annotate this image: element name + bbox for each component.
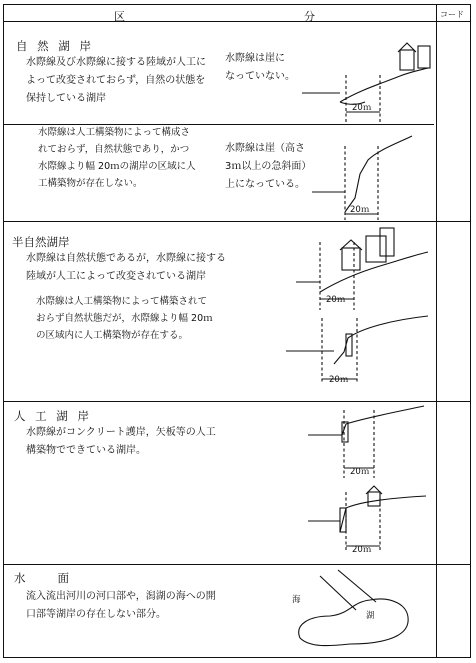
seminatural-fig2-dim: 20ｍ (329, 375, 349, 385)
natural-fig1-dim: 20ｍ (352, 103, 372, 113)
water-title: 水 面 (14, 571, 72, 585)
natural-title: 自 然 湖 岸 (16, 39, 94, 53)
natural-fig1-label: 水際線は崖に なっていない。 (225, 53, 295, 82)
header-division: 分 (304, 10, 316, 23)
water-lake-label: 湖 (366, 611, 375, 621)
natural-note: 水際線は人工構築物によって構成さ れておらず，自然状態であり，かつ 水際線より幅 20ｍの湖岸の区域に人 工構築物が存在しない。 (38, 127, 196, 189)
natural-fig2-diagram (300, 128, 430, 223)
header-divider (4, 21, 470, 22)
seminatural-note: 水際線は人工構築物によって構築されて おらず自然状態だが，水際線より幅 20ｍ の区域内に人工構築物が存在する。 (36, 296, 213, 341)
natural-fig2-label: 水際線は崖（高さ 3ｍ以上の急斜面） 上になっている。 (225, 143, 312, 190)
natural-fig2-dim: 20ｍ (350, 205, 370, 215)
water-desc: 流入流出河川の河口部や，潟湖の海への開 口部等湖岸の存在しない部分。 (26, 591, 216, 620)
water-diagram (280, 566, 430, 652)
artificial-fig2-diagram (300, 482, 430, 558)
seminatural-fig1-diagram (290, 222, 430, 312)
artificial-fig1-diagram (296, 398, 430, 480)
artificial-fig1-dim: 20ｍ (350, 467, 370, 477)
natural-fig1-diagram (300, 40, 430, 130)
seminatural-fig2-diagram (282, 312, 430, 392)
seminatural-fig1-dim: 20ｍ (326, 295, 346, 305)
artificial-title: 人 工 湖 岸 (14, 409, 92, 423)
row-divider-3 (4, 564, 470, 565)
seminatural-desc: 水際線は自然状態であるが，水際線に接する 陸域が人工によって改変されている湖岸 (26, 253, 226, 282)
artificial-desc: 水際線がコンクリート護岸，矢板等の人工 構築物でできている湖岸。 (26, 427, 216, 456)
seminatural-title: 半自然湖岸 (12, 235, 70, 249)
header-code: コード (440, 10, 464, 19)
artificial-fig2-dim: 20ｍ (352, 545, 372, 555)
natural-desc: 水際線及び水際線に接する陸域が人工に よって改変されておらず，自然の状態を 保持している湖岸 (26, 57, 206, 104)
header-category: 区 (114, 10, 126, 23)
water-sea-label: 海 (292, 595, 301, 605)
code-column-divider (436, 5, 437, 657)
